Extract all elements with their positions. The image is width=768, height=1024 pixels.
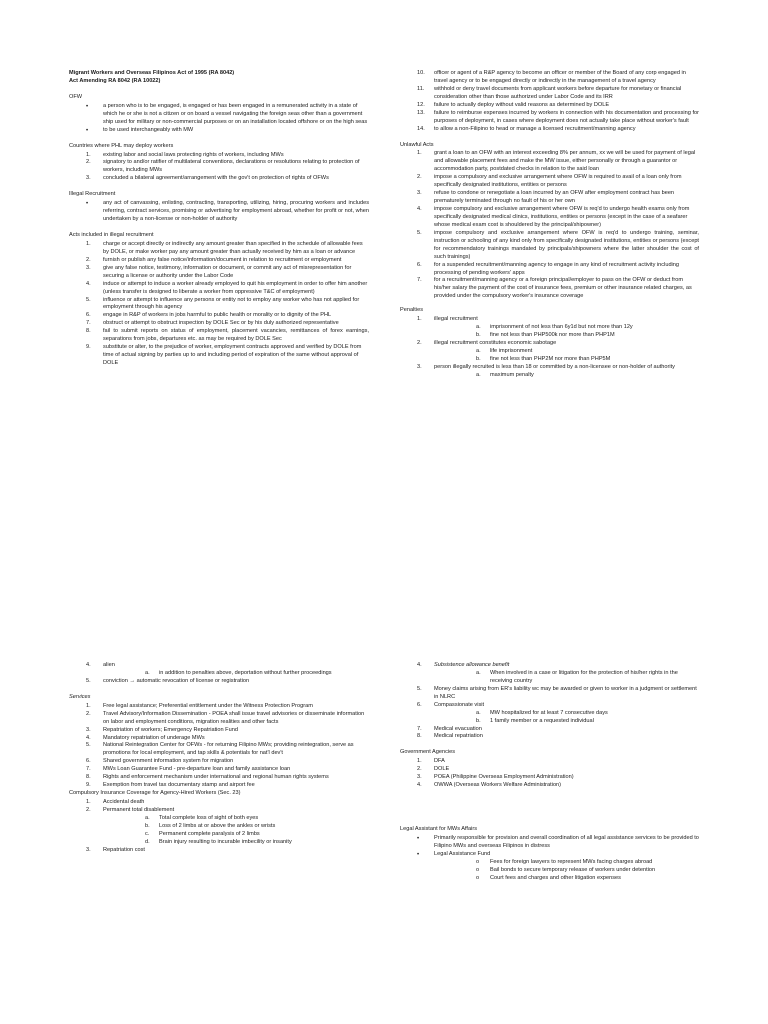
list-marker: 5. (86, 296, 91, 303)
list-marker: 4. (86, 662, 91, 668)
sub-list-marker: a. (476, 709, 481, 716)
list-marker: 2. (86, 806, 91, 813)
sub-list-item (464, 372, 699, 380)
list-marker: 4. (86, 280, 91, 287)
sub-list-marker: o (476, 874, 480, 881)
list-item-text: Repatriation cost (103, 846, 145, 853)
list-marker: 3. (86, 264, 91, 271)
list-marker: 3. (417, 190, 422, 197)
list-item-text: Rights and enforcement mechanism under international and regional human rights systems (103, 774, 329, 781)
list-marker: 9. (86, 782, 91, 789)
sub-list-item (133, 815, 369, 823)
sub-list-item (464, 710, 699, 718)
sub-list-item (464, 875, 699, 883)
list-marker: 4. (417, 782, 422, 789)
sub-list-marker: a. (145, 669, 150, 676)
sub-list-item-text: Bail bonds to secure temporary release of workers under detention (490, 866, 656, 873)
list-item (400, 174, 699, 190)
list-marker: 7. (417, 725, 422, 732)
list-marker: 6. (86, 758, 91, 765)
sub-list-item (464, 718, 699, 726)
list-marker: 14. (417, 125, 425, 132)
list-marker: 8. (417, 733, 422, 740)
list-item-text: failure to actually deploy without valid reasons as determined by DOLE (434, 101, 610, 108)
list-marker: 2. (86, 256, 91, 263)
list-item (69, 281, 369, 297)
list-item (400, 851, 699, 883)
list-item-text: substitute or alter, to the prejudice of worker, employment contracts approved and verified by DOLE from time of actual signing by parties up to and including period of expiration of the same without approval of DOLE (103, 344, 362, 366)
list-marker: 1. (86, 240, 91, 247)
sub-list-item-text: Loss of 2 limbs at or above the ankles or wrists (159, 822, 276, 829)
sub-list-item-text: life imprisonment (490, 347, 533, 354)
sub-list-item-text: maximum penalty (490, 371, 534, 378)
list-item (69, 241, 369, 257)
list-item (400, 126, 699, 134)
list-item-text: obstruct or attempt to obstruct inspection by DOLE Sec or by his duly authorized representative (103, 320, 339, 327)
list-item-text: impose compulsory and exclusive arrangement where OFW is req'd to undergo training, seminar, instruction or schooling of any kind only from specifically designated institutions, entities or persons (except for recommendatory trainings mandated by principals/shipowners where the latter shoulder the cost of such trainings) (434, 229, 699, 260)
sub-list-item-text: Permanent complete paralysis of 2 limbs (159, 830, 260, 837)
list-item (69, 703, 369, 711)
list-marker: 7. (417, 277, 422, 284)
list-item (69, 127, 369, 135)
list-marker: • (417, 851, 420, 858)
section-heading: Compulsory Insurance Coverage for Agency-Hired Workers (Sec. 23) (69, 790, 241, 797)
sub-list-marker: a. (476, 669, 481, 676)
list-marker: 1. (86, 151, 91, 158)
list-item (400, 262, 699, 278)
list-item-text: any act of canvassing, enlisting, contracting, transporting, utilizing, hiring, procuring workers and includes referring, contract services, promising or advertising for employment abroad, whether for profit or not, when undertaken by a non-license or non-holder of authority (103, 200, 369, 223)
section-list (69, 241, 369, 368)
list-item-text: Primarily responsible for provision and overall coordination of all legal assistance services to be provided to Filipino MWs and overseas Filipinos in distress (434, 835, 699, 849)
list-item (400, 102, 699, 110)
section-list (400, 758, 699, 790)
list-marker: 1. (417, 150, 422, 157)
section-list (400, 70, 699, 134)
sub-list-marker: d. (145, 838, 150, 845)
list-marker: 5. (417, 229, 422, 236)
sub-list-marker: a. (476, 347, 481, 354)
sub-list-item-text: Total complete loss of sight of both eyes (159, 814, 259, 821)
list-item-text: refuse to condone or renegotiate a loan incurred by an OFW after employment contract has been prematurely terminated through no fault of his or her own (434, 190, 675, 205)
list-item-text: Subsistence allowance benefit (434, 662, 510, 668)
list-item (69, 807, 369, 847)
section-list (69, 103, 369, 135)
list-item (400, 774, 699, 782)
list-item-text: Money claims arising from ER's liability wc may be awarded or given to worker in a judgment or settlement in NLRC (434, 685, 697, 700)
list-item (69, 328, 369, 344)
list-item-text: officer or agent of a R&P agency to become an officer or member of the Board of any corp engaged in travel agency or to be engaged directly or indirectly in the management of a travel agency (434, 70, 686, 84)
section-list (69, 152, 369, 184)
list-item-text: Travel Advisory/Information Dissemination - POEA shall issue travel advisories or disseminate information on labor and employment conditions, migration realities and other facts (103, 710, 365, 725)
list-item-text: National Reintegration Center for OFWs - for returning Filipino MWs; providing reintegration, serve as promotions for local employment, and tap skills & potentials for nat'l dev't (103, 742, 354, 757)
list-item (400, 230, 699, 262)
list-item-text: Compassionate visit (434, 701, 485, 708)
list-marker: 5. (86, 677, 91, 684)
list-item-text: Legal Assistance Fund (434, 850, 491, 857)
list-item-text: Medical evacuation (434, 725, 482, 732)
list-marker: 7. (86, 766, 91, 773)
document-title (69, 70, 369, 86)
sub-list-item (464, 670, 699, 686)
list-marker: 1. (86, 799, 91, 805)
list-item (69, 766, 369, 774)
column-bottom-left (69, 662, 369, 855)
list-item (69, 799, 369, 807)
sub-list-item-text: Brain injury resulting to incurable imbecility or insanity (159, 838, 292, 845)
list-marker: 3. (86, 175, 91, 182)
list-item-text: charge or accept directly or indirectly any amount greater than specified in the schedule of allowable fees by DOLE, or make worker pay any amount greater than actually received by him as a loan or advance (103, 240, 363, 255)
list-item-text: to allow a non-Filipino to head or manage a licensed recruitment/manning agency (434, 125, 636, 132)
list-item-text: concluded a bilateral agreement/arrangement with the gov't on protection of rights of OFWs (103, 175, 329, 182)
sub-list-item (133, 823, 369, 831)
list-marker: 3. (86, 726, 91, 733)
list-marker: 2. (86, 159, 91, 166)
list-marker: • (417, 836, 420, 842)
sub-list-marker: b. (476, 355, 481, 362)
sub-list-item (133, 839, 369, 847)
list-item-text: Accidental death (103, 799, 145, 805)
section-list (69, 200, 369, 224)
list-marker: 8. (86, 328, 91, 335)
list-item (400, 150, 699, 174)
list-item (400, 686, 699, 702)
list-item-text: Shared government information system for migration (103, 758, 234, 765)
list-marker: 4. (417, 662, 422, 668)
list-item (400, 733, 699, 741)
section-list (69, 703, 369, 790)
list-item (69, 344, 369, 368)
sub-list-marker: a. (476, 371, 481, 378)
list-item (400, 110, 699, 126)
column-top-right (400, 70, 699, 380)
sub-list-item-text: fine not less than PHP500k nor more than PHP1M (490, 332, 615, 339)
list-item (400, 782, 699, 790)
list-marker: 3. (417, 774, 422, 781)
list-marker: 4. (417, 206, 422, 212)
list-item-text: impose compulsory and exclusive arrangement where OFW is req'd to undergo health exams only from specifically designated medical clinics, institutions, entities or persons (except in the case of a seafarer whose medical exam cost is shouldered by the principal/shipowner) (434, 206, 690, 228)
list-marker: 13. (417, 109, 425, 116)
list-item-text: to be used interchangeably with MW (103, 126, 194, 133)
list-item-text: Repatriation of workers; Emergency Repatriation Fund (103, 726, 238, 733)
sub-list (464, 372, 699, 380)
section-heading: Government Agencies (400, 749, 456, 756)
sub-list-item-text: Fees for foreign lawyers to represent MWs facing charges abroad (490, 858, 653, 865)
section-list (69, 799, 369, 855)
list-item (400, 702, 699, 726)
list-item-text: impose a compulsory and exclusive arrangement where OFW is required to avail of a loan only from specifically designated institutions, entities or persons (434, 174, 682, 189)
list-item-text: fail to submit reports on status of employment, placement vacancies, remittances of forex earnings, separations from jobs, departures etc. as may be required by DOLE Sec (103, 328, 369, 343)
list-item-text: Free legal assistance; Preferential entitlement under the Witness Protection Program (103, 702, 313, 709)
list-marker: 6. (417, 261, 422, 268)
list-item (400, 340, 699, 364)
list-marker: 1. (417, 316, 422, 323)
list-item-text: signatory to and/or ratifier of multilateral conventions, declarations or resolutions relating to protection of workers, including MWs (103, 159, 360, 174)
sub-list-item (133, 831, 369, 839)
list-item-text: MWs Loan Guarantee Fund - pre-departure loan and family assistance loan (103, 766, 291, 773)
list-marker: 12. (417, 101, 425, 108)
list-marker: 5. (86, 742, 91, 749)
sub-list-item (464, 356, 699, 364)
list-item (69, 257, 369, 265)
list-marker: 6. (417, 701, 422, 708)
section-list (400, 835, 699, 883)
list-item (69, 678, 369, 686)
sub-list (464, 324, 699, 340)
list-item (69, 200, 369, 224)
list-item-text: a person who is to be engaged, is engaged or has been engaged in a remunerated activity in a state of which he or she is not a citizen or on board a vessel navigating the foreign seas other than a government ship used for military or non-commercial purposes or on an installation located offshore or on the high seas (103, 102, 368, 125)
list-marker: 3. (417, 363, 422, 370)
section-list (400, 150, 699, 301)
list-item (69, 742, 369, 758)
list-item (69, 847, 369, 855)
list-item (400, 364, 699, 380)
list-item-text: illegal recruitment constitutes economic sabotage (434, 340, 557, 346)
list-item (69, 735, 369, 743)
list-marker: 11. (417, 85, 425, 92)
list-marker: 2. (417, 174, 422, 181)
list-marker: 2. (417, 340, 422, 346)
list-item-text: give any false notice, testimony, information or document, or commit any act of misrepresentation for securing a license or authority under the Labor Code (103, 264, 352, 279)
sub-list (464, 859, 699, 883)
list-item-text: Medical repatriation (434, 733, 483, 740)
sub-list (133, 815, 369, 847)
section-heading: Illegal Recruitment (69, 191, 116, 198)
list-item (400, 766, 699, 774)
sub-list-item-text: 1 family member or a requested individual (490, 717, 594, 724)
list-item (69, 265, 369, 281)
list-item (400, 662, 699, 686)
list-item (400, 835, 699, 851)
sub-list-marker: b. (476, 717, 481, 724)
sub-list-marker: c. (145, 830, 150, 837)
column-top-left (69, 70, 369, 368)
sub-list-item (464, 332, 699, 340)
list-item-text: influence or attempt to influence any persons or entity not to employ any worker who has not applied for employment through his agency (103, 296, 360, 311)
sub-list (464, 348, 699, 364)
list-marker: 1. (417, 758, 422, 765)
list-item-text: induce or attempt to induce a worker already employed to quit his employment in order to offer him another (unless transfer is designed to liberate a worker from oppressive T&C of employment) (103, 280, 368, 295)
document-title-line: Migrant Workers and Overseas Filipinos Act of 1995 (RA 8042) (69, 70, 235, 76)
list-item-text: grant a loan to an OFW with an interest exceeding 8% per annum, xx we will be used for payment of legal and allowable placement fees and make the MW issue, either personally or through a guarantor or accommodation party, postdated checks in relation to the said loan (434, 150, 696, 173)
list-marker: 3. (86, 846, 91, 853)
list-marker: 10. (417, 70, 425, 76)
list-marker: 6. (86, 312, 91, 319)
sub-list (133, 670, 369, 678)
section-heading: OFW (69, 93, 83, 100)
list-item (69, 782, 369, 790)
list-item-text: person illegally recruited is less than 18 or committed by a non-licensee or non-holder of authority (434, 363, 675, 370)
list-item-text: OWWA (Overseas Workers Welfare Administration) (434, 782, 562, 789)
sub-list-marker: o (476, 858, 480, 865)
list-item-text: withhold or deny travel documents from applicant workers before departure for monetary or financial consideration other than those authorized under Labor Code and its IRR (434, 85, 682, 100)
list-item-text: POEA (Philippine Overseas Employment Administration) (434, 774, 574, 781)
document-subtitle-line: Act Amending RA 8042 (RA 10022) (69, 77, 161, 84)
list-item-text: furnish or publish any false notice/information/document in relation to recruitment or employment (103, 256, 342, 263)
sub-list-item-text: fine not less than PHP2M nor more than PHP5M (490, 355, 611, 362)
sub-list-item-text: imprisonment of not less than 6y1d but not more than 12y (490, 324, 633, 331)
section-list (400, 316, 699, 380)
list-item-text: illegal recruitment (434, 316, 478, 323)
list-item (69, 159, 369, 175)
list-item-text: DFA (434, 758, 445, 765)
sub-list-marker: b. (476, 332, 481, 339)
list-item (69, 711, 369, 727)
list-item (69, 727, 369, 735)
list-item (69, 320, 369, 328)
sub-list-item (464, 348, 699, 356)
list-item-text: existing labor and social laws protecting rights of workers, including MWs (103, 151, 284, 158)
list-item (69, 774, 369, 782)
sub-list-marker: a. (476, 324, 481, 331)
section-heading: Legal Assistant for MWs Affairs (400, 826, 477, 833)
list-marker: 1. (86, 702, 91, 709)
list-marker: 8. (86, 774, 91, 781)
sub-list-item-text: Court fees and charges and other litigation expenses (490, 874, 621, 881)
sub-list (464, 670, 699, 686)
list-marker: • (86, 103, 89, 110)
list-marker: 4. (86, 734, 91, 741)
list-item (400, 316, 699, 340)
list-marker: 7. (86, 320, 91, 327)
list-item-text: Permanent total disablement (103, 806, 175, 813)
sub-list-item (464, 859, 699, 867)
section-list (69, 662, 369, 686)
section-heading: Penalties (400, 307, 424, 314)
list-item (69, 758, 369, 766)
sub-list-item-text: MW hospitalized for at least 7 consecutive days (490, 709, 608, 716)
list-item-text: Exemption from travel tax documentary stamp and airport fee (103, 782, 255, 789)
sub-list-item-text: When involved in a case or litigation for the protection of his/her rights in the receiving country (490, 669, 678, 684)
sub-list-item (464, 324, 699, 332)
list-item-text: DOLE (434, 766, 450, 773)
list-item (400, 726, 699, 734)
list-item (400, 277, 699, 301)
list-item-text: for a suspended recruitment/manning agency to engage in any kind of recruitment activity including processing of pending workers' apps (434, 261, 680, 276)
sub-list-item (464, 867, 699, 875)
list-item (400, 190, 699, 206)
list-item (69, 297, 369, 313)
list-item (69, 312, 369, 320)
sub-list-marker: o (476, 866, 480, 873)
section-heading: Unlawful Acts (400, 141, 434, 148)
sub-list-marker: a. (145, 814, 150, 821)
section-list (400, 662, 699, 741)
list-item-text: Mandatory repatriation of underage MWs (103, 734, 205, 741)
list-item (400, 206, 699, 230)
list-marker: • (86, 127, 89, 134)
section-heading: Acts included in illegal recruitment (69, 232, 154, 238)
list-item (400, 86, 699, 102)
list-item-text: alien (103, 662, 115, 668)
list-item (400, 758, 699, 766)
list-marker: 2. (86, 710, 91, 717)
list-item-text: for a recruitment/manning agency or a foreign principal/employer to pass on the OFW or deduct from his/her salary the payment of the cost of insurance fees, premium or other insurance related charges, as provided under the compulsory worker's insurance coverage (434, 277, 692, 300)
list-item-text: engage in R&P of workers in jobs harmful to public health or morality or to dignity of the PHL (103, 312, 332, 319)
section-heading: Services (69, 693, 91, 700)
sub-list-item (133, 670, 369, 678)
list-marker: 9. (86, 344, 91, 351)
sub-list-marker: b. (145, 822, 150, 829)
sub-list-item-text: in addition to penalties above, deportation without further proceedings (159, 669, 332, 676)
list-item (69, 662, 369, 678)
list-item (400, 70, 699, 86)
list-item-text: failure to reimburse expenses incurred by workers in connection with his documentation and processing for purposes of deployment, in cases where deployment does not actually take place without worker's fault (434, 109, 699, 124)
sub-list (464, 710, 699, 726)
column-bottom-right (400, 662, 699, 883)
list-marker: • (86, 201, 89, 208)
list-item (69, 152, 369, 160)
list-marker: 5. (417, 685, 422, 692)
list-item (69, 175, 369, 183)
list-item-text: conviction → automatic revocation of license or registration (103, 677, 250, 684)
section-heading: Countries where PHL may deploy workers (69, 142, 174, 149)
list-marker: 2. (417, 766, 422, 773)
list-item (69, 103, 369, 127)
